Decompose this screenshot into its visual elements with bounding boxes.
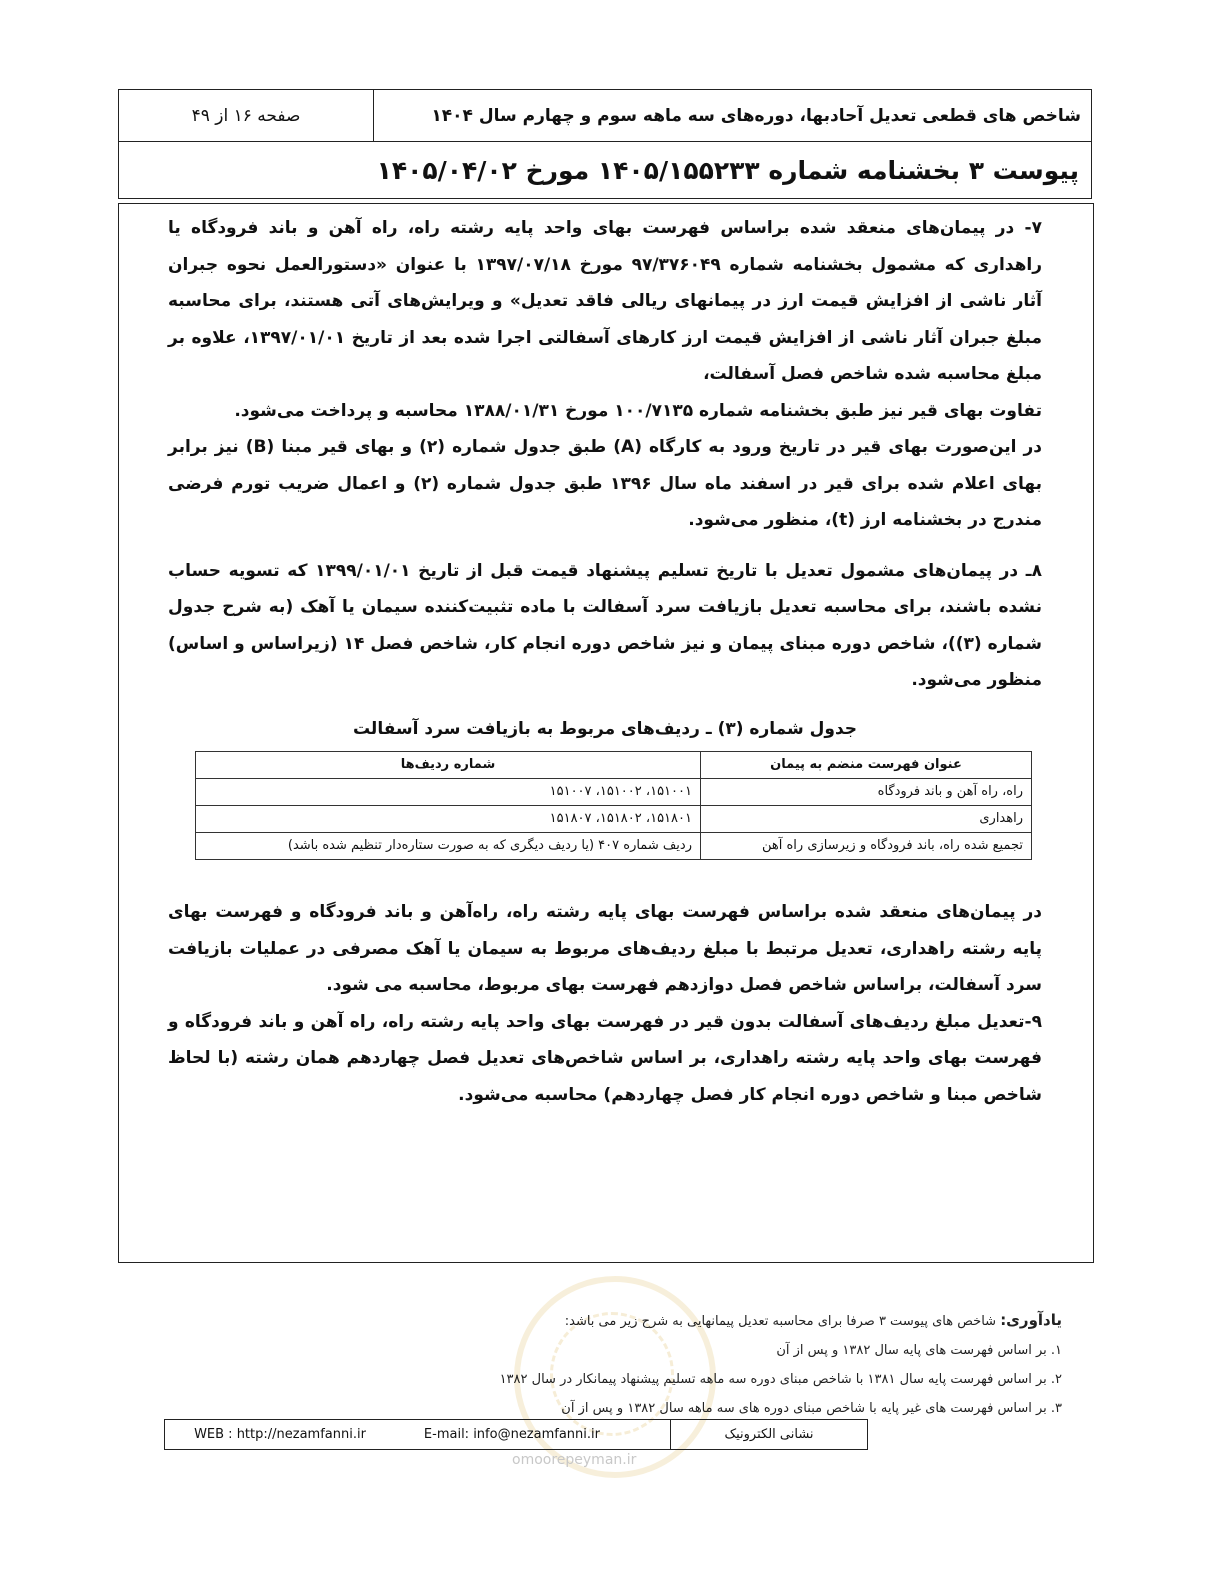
paragraph-8b: در پیمان‌های منعقد شده براساس فهرست بهای پایه رشته راه، راه‌آهن و باند فرودگاه و فهرست بهای پایه رشته راهداری، تعدیل مرتبط با مبلغ ردیف‌های مربوط به سیمان یا آهک مصرفی در عملیات بازیافت سرد آسفالت، براساس شاخص فصل دوازدهم فهرست بهای مربوط، محاسبه می شود. — [168, 902, 1042, 995]
table-cell-rows: ردیف شماره ۴۰۷ (یا ردیف دیگری که به صورت ستاره‌دار تنظیم شده باشد) — [196, 833, 701, 860]
reminder-note — [430, 1306, 1062, 1423]
table-cell-title: راه، راه آهن و باند فرودگاه — [701, 779, 1032, 806]
table-cell-title: تجمیع شده راه، باند فرودگاه و زیرسازی راه آهن — [701, 833, 1032, 860]
header-subtitle: پیوست ۳ بخشنامه شماره ۱۴۰۵/۱۵۵۲۳۳ مورخ ۱۴۰۵/۰۴/۰۲ — [376, 155, 1079, 185]
note-item: ۱. بر اساس فهرست های پایه سال ۱۳۸۲ و پس از آن — [776, 1343, 1062, 1358]
paragraph-9: ۹-تعدیل مبلغ ردیف‌های آسفالت بدون قیر در فهرست بهای واحد پایه رشته راه، راه آهن و باند فرودگاه و فهرست بهای واحد پایه رشته راهداری، بر اساس شاخص‌های تعدیل فصل چهاردهم همان رشته (با لحاظ شاخص مبنا و شاخص دوره انجام کار فصل چهاردهم) محاسبه می‌شود. — [168, 1011, 1042, 1105]
note-item: ۳. بر اساس فهرست های غیر پایه با شاخص مبنای دوره های سه ماهه سال ۱۳۸۲ و پس از آن — [561, 1401, 1062, 1416]
header-title: شاخص های قطعی تعدیل آحادبها، دوره‌های سه ماهه سوم و چهارم سال ۱۴۰۴ — [431, 105, 1081, 126]
document-body — [168, 210, 1042, 1113]
table-row — [196, 806, 1032, 833]
footer-web[interactable]: WEB : http://nezamfanni.ir — [194, 1427, 366, 1442]
footer-label: نشانی الکترونیک — [670, 1420, 867, 1449]
table-cell-rows: ۱۵۱۰۰۱، ۱۵۱۰۰۲، ۱۵۱۰۰۷ — [196, 779, 701, 806]
page-header — [118, 89, 1092, 199]
table-row — [196, 833, 1032, 860]
watermark-text: omoorepeyman.ir — [512, 1452, 637, 1468]
footer-contact — [164, 1419, 868, 1450]
note-lead: یادآوری: — [1000, 1311, 1062, 1329]
paragraph-7c: در این‌صورت بهای قیر در تاریخ ورود به کارگاه (A) طبق جدول شماره (۲) و بهای قیر مبنا (B) نیز برابر بهای اعلام شده برای قیر در اسفند ماه سال ۱۳۹۶ طبق جدول شماره (۲) و اعمال ضریب تورم فرضی مندرج در بخشنامه ارز (t)، منظور می‌شود. — [168, 437, 1043, 530]
page-number: صفحه ۱۶ از ۴۹ — [119, 90, 374, 141]
table-cell-rows: ۱۵۱۸۰۱، ۱۵۱۸۰۲، ۱۵۱۸۰۷ — [196, 806, 701, 833]
table-caption: جدول شماره (۳) ـ ردیف‌های مربوط به بازیافت سرد آسفالت — [352, 718, 858, 739]
note-item: ۲. بر اساس فهرست پایه سال ۱۳۸۱ با شاخص مبنای دوره سه ماهه تسلیم پیشنهاد پیمانکار در سال ۱۳۸۲ — [499, 1372, 1062, 1387]
table-header-rows: شماره ردیف‌ها — [196, 752, 701, 779]
paragraph-8: ۸ـ در پیمان‌های مشمول تعدیل با تاریخ تسلیم پیشنهاد قیمت قبل از تاریخ ۱۳۹۹/۰۱/۰۱ که تسویه حساب نشده باشند، برای محاسبه تعدیل بازیافت سرد آسفالت با ماده تثبیت‌کننده سیمان یا آهک (به شرح جدول شماره (۳))، شاخص دوره مبنای پیمان و نیز شاخص دوره انجام کار، شاخص فصل ۱۴ (زیراساس و اساس) منظور می‌شود. — [168, 560, 1042, 690]
paragraph-7b: تفاوت بهای قیر نیز طبق بخشنامه شماره ۱۰۰/۷۱۳۵ مورخ ۱۳۸۸/۰۱/۳۱ محاسبه و پرداخت می‌شود. — [234, 400, 1042, 421]
footer-email[interactable]: E-mail: info@nezamfanni.ir — [423, 1427, 600, 1442]
table-cell-title: راهداری — [701, 806, 1032, 833]
table-header-title: عنوان فهرست منضم به پیمان — [701, 752, 1032, 779]
table-3 — [195, 751, 1032, 860]
paragraph-7: ۷- در پیمان‌های منعقد شده براساس فهرست بهای واحد پایه رشته راه، راه آهن و باند فرودگاه یا راهداری که مشمول بخشنامه شماره ۹۷/۳۷۶۰۴۹ مورخ ۱۳۹۷/۰۷/۱۸ با عنوان «دستورالعمل نحوه جبران آثار ناشی از افزایش قیمت ارز در پیمانهای ریالی فاقد تعدیل» و ویرایش‌های آتی هستند، برای محاسبه مبلغ جبران آثار ناشی از افزایش قیمت ارز کارهای آسفالتی اجرا شده بعد از تاریخ ۱۳۹۷/۰۱/۰۱، علاوه بر مبلغ محاسبه شده شاخص فصل آسفالت، — [168, 218, 1043, 384]
table-row — [196, 779, 1032, 806]
note-intro: شاخص های پیوست ۳ صرفا برای محاسبه تعدیل پیمانهایی به شرح زیر می باشد: — [564, 1314, 997, 1329]
